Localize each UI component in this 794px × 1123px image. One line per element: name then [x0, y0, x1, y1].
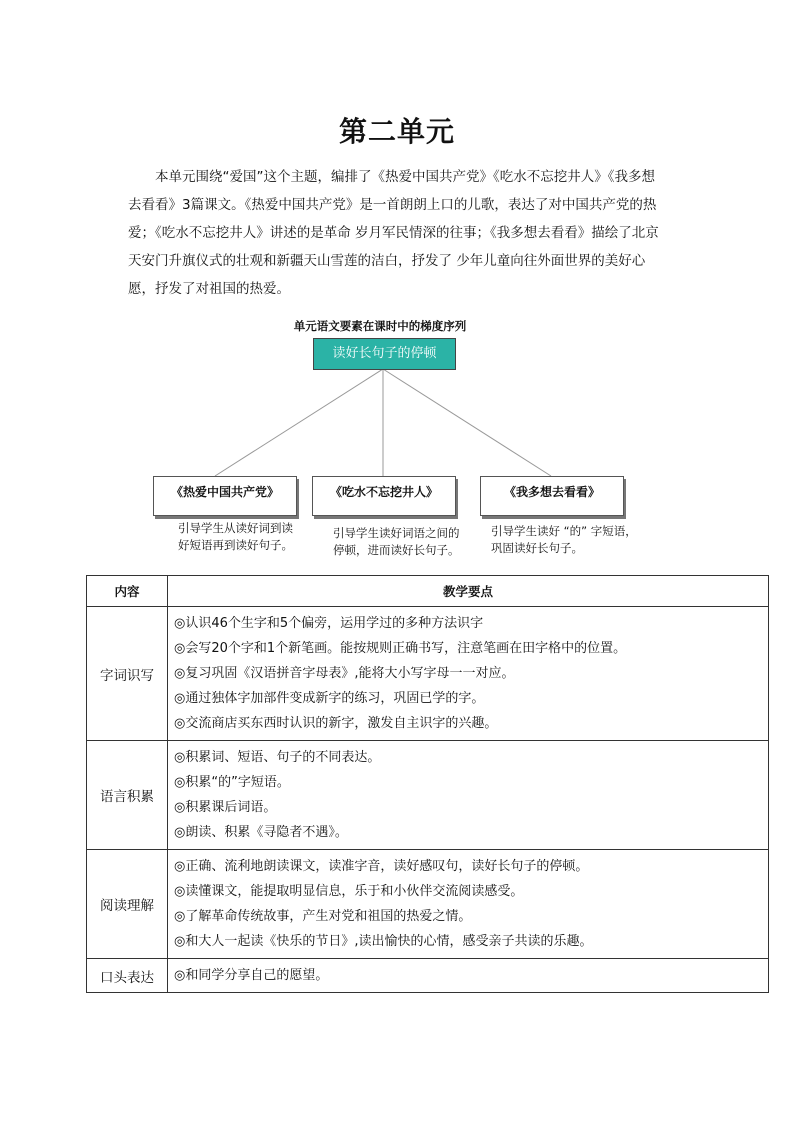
desc-line: 引导学生读好 “的” 字短语，	[491, 524, 637, 538]
lesson-desc-1	[178, 520, 293, 554]
table-row	[87, 741, 769, 850]
point-item: ◎和大人一起读《快乐的节日》,读出愉快的心情，感受亲子共读的乐趣。	[174, 934, 593, 949]
header-teaching-points: 教学要点	[168, 576, 769, 607]
lesson-node-label: 《热爱中国共产党》	[170, 485, 279, 499]
point-item: ◎和同学分享自己的愿望。	[174, 968, 329, 983]
row-points	[168, 959, 769, 993]
intro-text: 本单元围绕“爱国”这个主题，编排了《热爱中国共产党》《吃水不忘挖井人》《我多想去看看》3篇课文。《热爱中国共产党》是一首朗朗上口的儿歌，表达了对中国共产党的热爱；《吃水不忘挖井人》讲述的是革命 岁月军民情深的往事；《我多想去看看》描绘了北京天安门升旗仪式的壮观和新疆天山雪莲的洁白，抒发了 少年儿童向往外面世界的美好心愿，抒发了对祖国的热爱。	[128, 169, 659, 297]
point-item: ◎积累课后词语。	[174, 800, 277, 815]
header-content: 内容	[87, 576, 168, 607]
lesson-node-label: 《吃水不忘挖井人》	[329, 485, 438, 499]
point-item: ◎了解革命传统故事，产生对党和祖国的热爱之情。	[174, 909, 472, 924]
connector-line-1	[215, 369, 383, 476]
row-category: 语言积累	[87, 741, 168, 850]
point-item: ◎认识46个生字和5个偏旁，运用学过的多种方法识字	[174, 616, 484, 631]
point-item: ◎朗读、积累《寻隐者不遇》。	[174, 825, 348, 840]
root-node: 读好长句子的停顿	[313, 338, 456, 370]
point-item: ◎积累词、短语、句子的不同表达。	[174, 750, 381, 765]
point-item: ◎会写20个字和1个新笔画。能按规则正确书写，注意笔画在田字格中的位置。	[174, 641, 627, 656]
point-item: ◎读懂课文，能提取明显信息，乐于和小伙伴交流阅读感受。	[174, 884, 524, 899]
lesson-node-2	[312, 476, 456, 516]
lesson-node-label: 《我多想去看看》	[503, 485, 600, 499]
point-item: ◎积累“的”字短语。	[174, 775, 290, 790]
connector-line-3	[383, 369, 551, 476]
row-category: 口头表达	[87, 959, 168, 993]
table-row	[87, 607, 769, 741]
page-title: 第二单元	[338, 115, 455, 148]
point-item: ◎正确、流利地朗读课文，读准字音，读好感叹句，读好长句子的停顿。	[174, 859, 589, 874]
desc-line: 停顿，进而读好长句子。	[333, 543, 460, 557]
lesson-node-1	[153, 476, 297, 516]
row-points	[168, 741, 769, 850]
diagram-title: 单元语文要素在课时中的梯度序列	[293, 319, 467, 333]
table-row	[87, 959, 769, 993]
row-category: 阅读理解	[87, 850, 168, 959]
lesson-node-3	[480, 476, 624, 516]
row-points	[168, 850, 769, 959]
row-points	[168, 607, 769, 741]
desc-line: 引导学生读好词语之间的	[333, 526, 460, 540]
table-header-row	[87, 576, 769, 607]
desc-line: 引导学生从读好词到读	[178, 521, 293, 535]
point-item: ◎通过独体字加部件变成新字的练习，巩固已学的字。	[174, 691, 485, 706]
desc-line: 巩固读好长句子。	[491, 541, 583, 555]
lesson-desc-2	[333, 525, 460, 559]
point-item: ◎复习巩固《汉语拼音字母表》,能将大小写字母一一对应。	[174, 666, 515, 681]
teaching-points-table	[86, 575, 769, 993]
point-item: ◎交流商店买东西时认识的新字，激发自主识字的兴趣。	[174, 716, 498, 731]
table-row	[87, 850, 769, 959]
desc-line: 好短语再到读好句子。	[178, 538, 293, 552]
row-category: 字词识写	[87, 607, 168, 741]
lesson-desc-3	[491, 523, 637, 557]
